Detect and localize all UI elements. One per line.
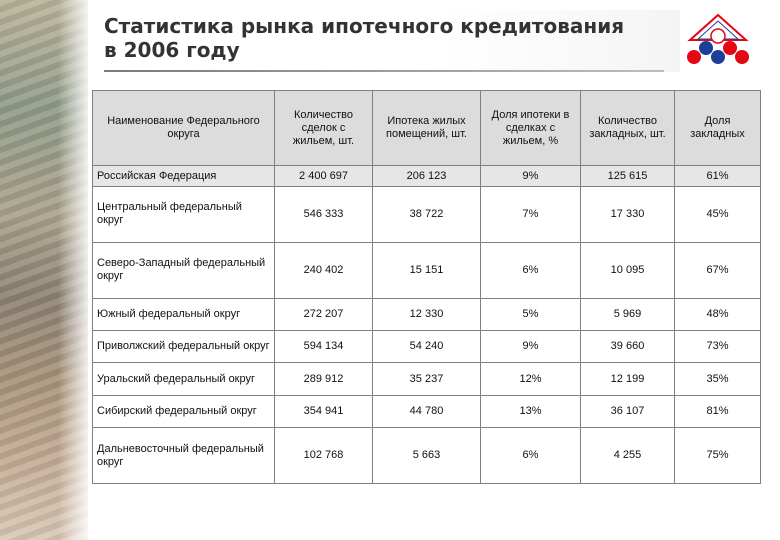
column-header: Ипотека жилых помещений, шт. — [373, 91, 481, 166]
pledges-share: 48% — [675, 298, 761, 330]
mortgage-share: 6% — [481, 242, 581, 298]
mortgage-statistics-table — [92, 90, 761, 484]
table-header-row — [93, 91, 761, 166]
pledges-share: 75% — [675, 428, 761, 484]
housing-deals-count: 2 400 697 — [275, 166, 373, 187]
region-name: Дальневосточный федеральный округ — [93, 428, 275, 484]
region-name: Центральный федеральный округ — [93, 187, 275, 243]
column-header: Наименование Федерального округа — [93, 91, 275, 166]
mortgages-count: 15 151 — [373, 242, 481, 298]
table-row — [93, 242, 761, 298]
pledges-count: 39 660 — [581, 330, 675, 362]
mortgages-count: 5 663 — [373, 428, 481, 484]
mortgages-count: 44 780 — [373, 395, 481, 427]
region-name: Приволжский федеральный округ — [93, 330, 275, 362]
table-row — [93, 166, 761, 187]
region-name: Южный федеральный округ — [93, 298, 275, 330]
mortgage-share: 9% — [481, 330, 581, 362]
housing-deals-count: 289 912 — [275, 363, 373, 395]
mortgage-share: 7% — [481, 187, 581, 243]
region-name: Сибирский федеральный округ — [93, 395, 275, 427]
housing-deals-count: 102 768 — [275, 428, 373, 484]
title-underline — [104, 70, 664, 72]
table-row — [93, 330, 761, 362]
pledges-share: 61% — [675, 166, 761, 187]
column-header: Доля закладных — [675, 91, 761, 166]
mortgages-count: 38 722 — [373, 187, 481, 243]
mortgages-count: 206 123 — [373, 166, 481, 187]
mortgages-count: 12 330 — [373, 298, 481, 330]
pledges-count: 17 330 — [581, 187, 675, 243]
table-row — [93, 428, 761, 484]
mortgage-share: 5% — [481, 298, 581, 330]
pledges-count: 36 107 — [581, 395, 675, 427]
table-row — [93, 395, 761, 427]
pledges-share: 35% — [675, 363, 761, 395]
mortgages-count: 54 240 — [373, 330, 481, 362]
region-name: Российская Федерация — [93, 166, 275, 187]
decorative-banknotes-strip — [0, 0, 88, 540]
slide-title: Статистика рынка ипотечного кредитования в 2006 году — [104, 14, 625, 62]
mortgage-share: 13% — [481, 395, 581, 427]
pledges-count: 4 255 — [581, 428, 675, 484]
housing-deals-count: 546 333 — [275, 187, 373, 243]
pledges-count: 10 095 — [581, 242, 675, 298]
mortgage-share: 6% — [481, 428, 581, 484]
mortgage-share: 12% — [481, 363, 581, 395]
column-header: Доля ипотеки в сделках с жильем, % — [481, 91, 581, 166]
russia-tricolor-house-logo — [684, 12, 752, 66]
housing-deals-count: 594 134 — [275, 330, 373, 362]
mortgages-count: 35 237 — [373, 363, 481, 395]
pledges-count: 5 969 — [581, 298, 675, 330]
mortgage-share: 9% — [481, 166, 581, 187]
housing-deals-count: 354 941 — [275, 395, 373, 427]
housing-deals-count: 240 402 — [275, 242, 373, 298]
region-name: Уральский федеральный округ — [93, 363, 275, 395]
pledges-share: 81% — [675, 395, 761, 427]
pledges-share: 45% — [675, 187, 761, 243]
column-header: Количество закладных, шт. — [581, 91, 675, 166]
housing-deals-count: 272 207 — [275, 298, 373, 330]
table-row — [93, 363, 761, 395]
pledges-share: 67% — [675, 242, 761, 298]
column-header: Количество сделок с жильем, шт. — [275, 91, 373, 166]
pledges-count: 125 615 — [581, 166, 675, 187]
pledges-count: 12 199 — [581, 363, 675, 395]
table-row — [93, 298, 761, 330]
pledges-share: 73% — [675, 330, 761, 362]
table-row — [93, 187, 761, 243]
region-name: Северо-Западный федеральный округ — [93, 242, 275, 298]
